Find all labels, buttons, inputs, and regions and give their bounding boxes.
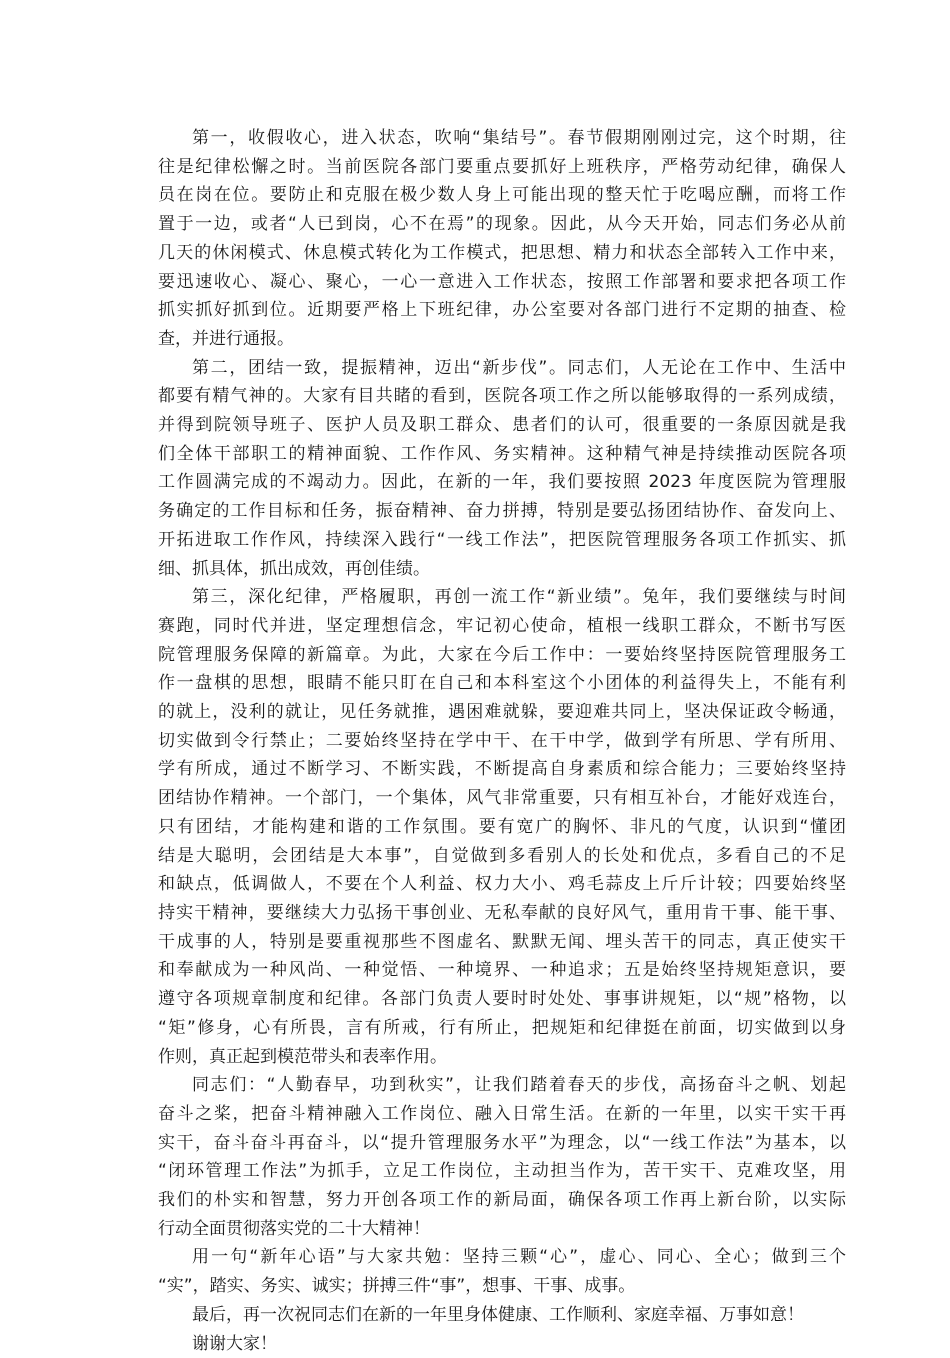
text-line: 学有所成，通过不断学习、不断实践，不断提高自身素质和综合能力；三要始终坚持 bbox=[158, 759, 846, 780]
text-line: 干成事的人，特别是要重视那些不图虚名、默默无闻、埋头苦干的同志，真正使实干 bbox=[158, 931, 846, 952]
text-line: “闭环管理工作法”为抓手，立足工作岗位，主动担当作为，苦干实干、克难攻坚，用 bbox=[158, 1161, 846, 1182]
text-line: 最后，再一次祝同志们在新的一年里身体健康、工作顺利、家庭幸福、万事如意！ bbox=[192, 1304, 804, 1325]
text-line: “实”，踏实、务实、诚实；拼搏三件“事”，想事、干事、成事。 bbox=[158, 1276, 636, 1297]
text-line: 往是纪律松懈之时。当前医院各部门要重点要抓好上班秩序，严格劳动纪律，确保人 bbox=[158, 156, 846, 177]
text-line: 第一，收假收心，进入状态，吹响“集结号”。春节假期刚刚过完，这个时期，往 bbox=[192, 128, 846, 148]
text-line: 细、抓具体，抓出成效，再创佳绩。 bbox=[158, 558, 430, 579]
text-line: 查，并进行通报。 bbox=[158, 328, 294, 349]
text-line: 奋斗之桨，把奋斗精神融入工作岗位、融入日常生活。在新的一年里，以实干实干再 bbox=[158, 1103, 846, 1124]
paragraph-4 bbox=[124, 1071, 846, 1243]
paragraph-1 bbox=[124, 124, 846, 354]
text-line: 作则，真正起到模范带头和表率作用。 bbox=[158, 1046, 447, 1067]
text-line: 同志们：“人勤春早，功到秋实”，让我们踏着春天的步伐，高扬奋斗之帆、划起 bbox=[192, 1075, 846, 1096]
paragraph-5 bbox=[124, 1243, 846, 1300]
text-line: 作一盘棋的思想，眼睛不能只盯在自己和本科室这个小团体的利益得失上，不能有利 bbox=[158, 673, 846, 694]
text-line: 第二，团结一致，提振精神，迈出“新步伐”。同志们，人无论在工作中、生活中 bbox=[192, 357, 846, 378]
text-line: 遵守各项规章制度和纪律。各部门负责人要时时处处、事事讲规矩，以“规”格物，以 bbox=[158, 989, 846, 1010]
text-line: 都要有精气神的。大家有目共睹的看到，医院各项工作之所以能够取得的一系列成绩， bbox=[158, 386, 846, 407]
text-line: 工作圆满完成的不竭动力。因此，在新的一年，我们要按照 2023 年度医院为管理服 bbox=[158, 472, 846, 493]
text-line: 置于一边，或者“人已到岗，心不在焉”的现象。因此，从今天开始，同志们务必从前 bbox=[158, 214, 846, 235]
text-line: 和缺点，低调做人，不要在个人利益、权力大小、鸡毛蒜皮上斤斤计较；四要始终坚 bbox=[158, 874, 846, 895]
text-line: 抓实抓好抓到位。近期要严格上下班纪律，办公室要对各部门进行不定期的抽查、检 bbox=[158, 300, 846, 321]
text-line: 实干，奋斗奋斗再奋斗，以“提升管理服务水平”为理念，以“一线工作法”为基本，以 bbox=[158, 1132, 846, 1153]
text-line: 我们的朴实和智慧，努力开创各项工作的新局面，确保各项工作再上新台阶，以实际 bbox=[158, 1190, 846, 1211]
text-line: 赛跑，同时代并进，坚定理想信念，牢记初心使命，植根一线职工群众，不断书写医 bbox=[158, 615, 846, 636]
text-line: 务确定的工作目标和任务，振奋精神、奋力拼搏，特别是要弘扬团结协作、奋发向上、 bbox=[158, 501, 846, 522]
text-line: 只有团结，才能构建和谐的工作氛围。要有宽广的胸怀、非凡的气度，认识到“懂团 bbox=[158, 816, 846, 837]
text-line: 开拓进取工作作风，持续深入践行“一线工作法”，把医院管理服务各项工作抓实、抓 bbox=[158, 529, 846, 550]
text-line: 团结协作精神。一个部门，一个集体，风气非常重要，只有相互补台，才能好戏连台， bbox=[158, 788, 846, 809]
paragraph-6 bbox=[124, 1301, 846, 1330]
text-line: 们全体干部职工的精神面貌、工作作风、务实精神。这种精气神是持续推动医院各项 bbox=[158, 443, 846, 464]
text-line: 和奉献成为一种风尚、一种觉悟、一种境界、一种追求；五是始终坚持规矩意识，要 bbox=[158, 960, 846, 981]
text-line: 用一句“新年心语”与大家共勉：坚持三颗“心”，虚心、同心、全心；做到三个 bbox=[192, 1247, 846, 1268]
document-page bbox=[124, 124, 846, 1358]
text-line: “矩”修身，心有所畏，言有所戒，行有所止，把规矩和纪律挺在前面，切实做到以身 bbox=[158, 1017, 846, 1038]
text-line: 员在岗在位。要防止和克服在极少数人身上可能出现的整天忙于吃喝应酬，而将工作 bbox=[158, 185, 846, 206]
text-line: 并得到院领导班子、医护人员及职工群众、患者们的认可，很重要的一条原因就是我 bbox=[158, 415, 846, 436]
text-line: 要迅速收心、凝心、聚心，一心一意进入工作状态，按照工作部署和要求把各项工作 bbox=[158, 271, 846, 292]
text-line: 院管理服务保障的新篇章。为此，大家在今后工作中：一要始终坚持医院管理服务工 bbox=[158, 644, 846, 665]
text-line: 谢谢大家！ bbox=[192, 1333, 277, 1354]
text-line: 的就上，没利的就让，见任务就推，遇困难就躲，要迎难共同上，坚决保证政令畅通， bbox=[158, 702, 846, 723]
paragraph-3 bbox=[124, 583, 846, 1071]
text-line: 几天的休闲模式、休息模式转化为工作模式，把思想、精力和状态全部转入工作中来， bbox=[158, 242, 846, 263]
text-line: 第三，深化纪律，严格履职，再创一流工作“新业绩”。兔年，我们要继续与时间 bbox=[192, 587, 846, 608]
text-line: 持实干精神，要继续大力弘扬干事创业、无私奉献的良好风气，重用肯干事、能干事、 bbox=[158, 902, 846, 923]
text-line: 切实做到令行禁止；二要始终坚持在学中干、在干中学，做到学有所思、学有所用、 bbox=[158, 730, 846, 751]
text-line: 行动全面贯彻落实党的二十大精神！ bbox=[158, 1218, 430, 1239]
paragraph-2 bbox=[124, 354, 846, 584]
text-line: 结是大聪明，会团结是大本事”，自觉做到多看别人的长处和优点，多看自己的不足 bbox=[158, 845, 846, 866]
